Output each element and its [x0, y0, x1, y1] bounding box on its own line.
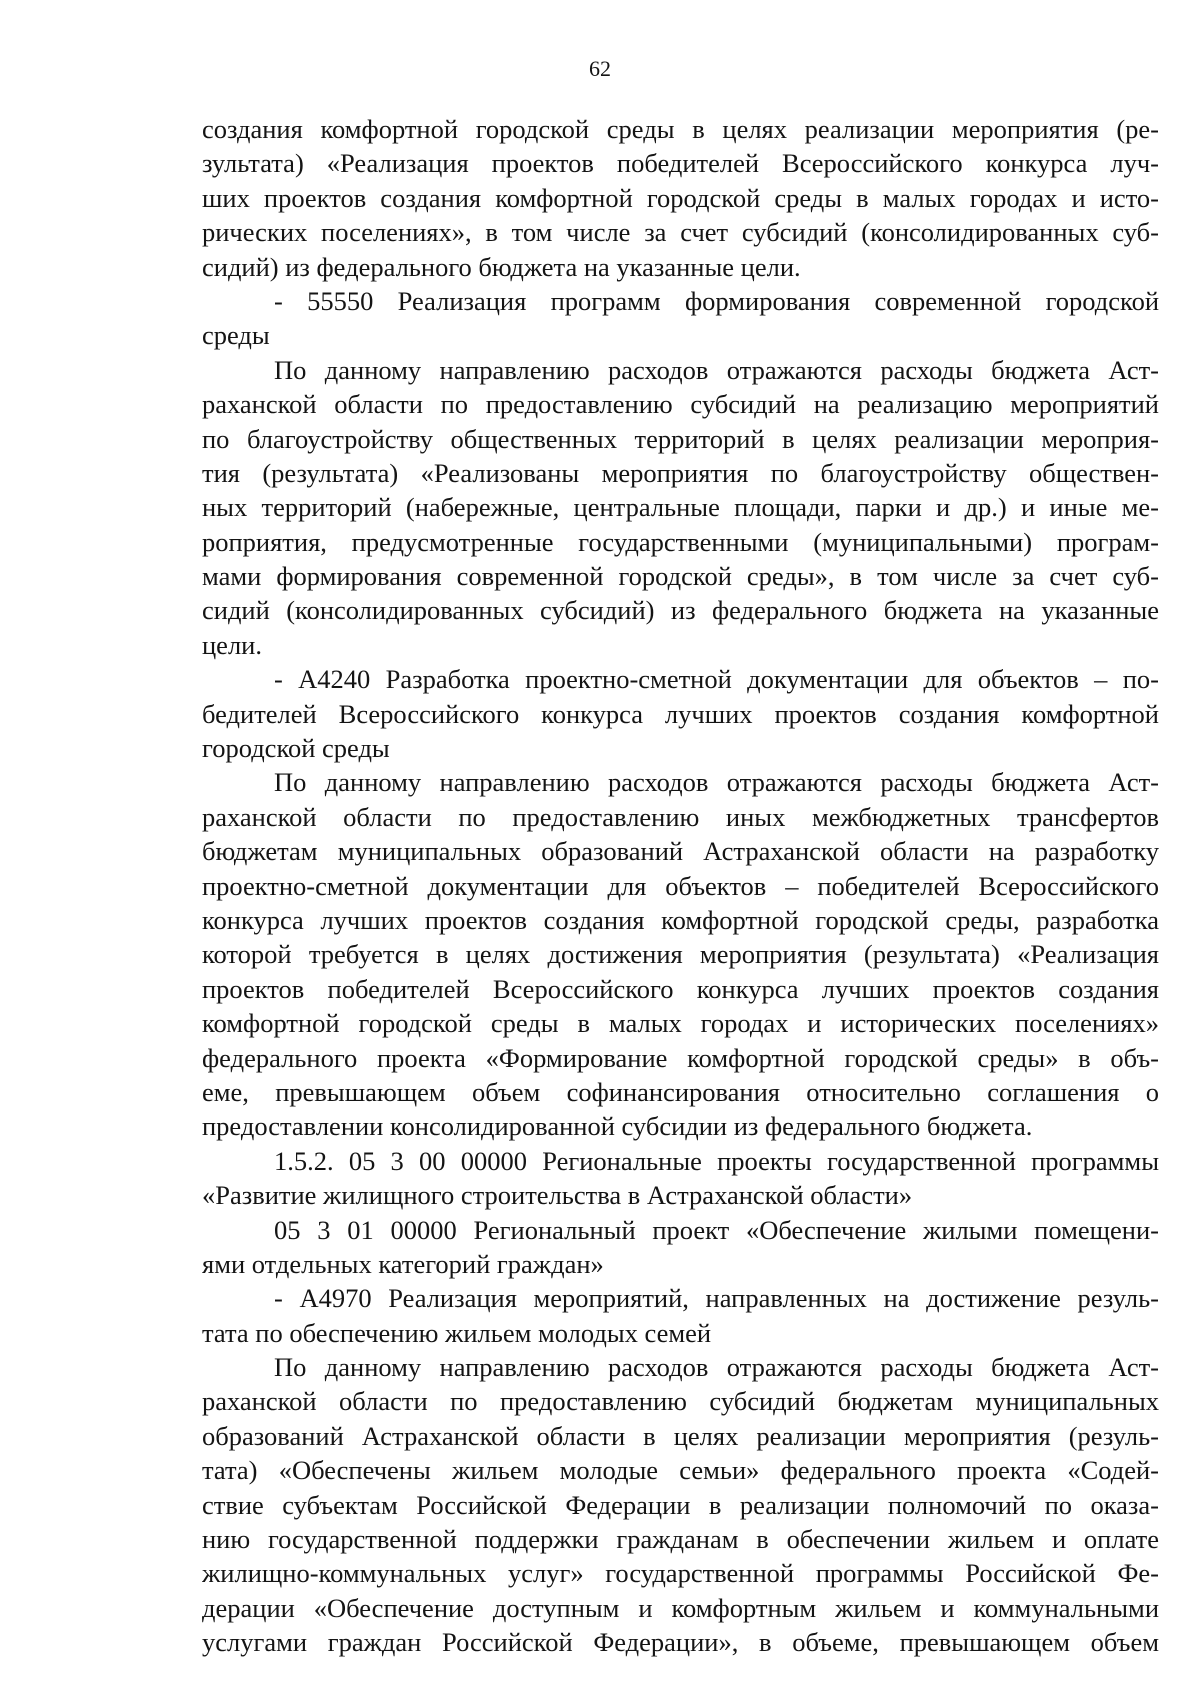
text-line: образований Астраханской области в целях реализации мероприятия (резуль- [202, 1420, 1159, 1451]
text-line: раханской области по предоставлению субсидий на реализацию мероприятий [202, 389, 1159, 420]
text-line: по благоустройству общественных территорий в целях реализации мероприя- [202, 423, 1159, 454]
text-line: 05 3 01 00000 Региональный проект «Обеспечение жилыми помещени- [274, 1214, 1159, 1245]
text-line: раханской области по предоставлению субсидий бюджетам муниципальных [202, 1386, 1159, 1417]
text-line: еме, превышающем объем софинансирования относительно соглашения о [202, 1076, 1159, 1107]
text-line: создания комфортной городской среды в целях реализации мероприятия (ре- [202, 114, 1159, 144]
text-line: федерального проекта «Формирование комфортной городской среды» в объ- [202, 1042, 1159, 1073]
text-line: цели. [202, 629, 262, 660]
text-line: среды [202, 320, 270, 351]
text-line: По данному направлению расходов отражаются расходы бюджета Аст- [274, 354, 1159, 385]
text-line: - А4240 Разработка проектно-сметной документации для объектов – по- [274, 664, 1159, 695]
document-body [202, 112, 1159, 1660]
text-line: По данному направлению расходов отражаются расходы бюджета Аст- [274, 767, 1159, 798]
text-line: бюджетам муниципальных образований Астраханской области на разработку [202, 836, 1159, 867]
text-line: услугами граждан Российской Федерации», в объеме, превышающем объем [202, 1627, 1159, 1658]
text-line: роприятия, предусмотренные государственными (муниципальными) програм- [202, 526, 1159, 557]
text-line: мами формирования современной городской среды», в том числе за счет суб- [202, 561, 1159, 592]
text-line: ных территорий (набережные, центральные площади, парки и др.) и иные ме- [202, 492, 1159, 523]
text-line: проектно-сметной документации для объектов – победителей Всероссийского [202, 870, 1159, 901]
text-line: предоставлении консолидированной субсидии из федерального бюджета. [202, 1111, 1033, 1142]
text-line: 1.5.2. 05 3 00 00000 Региональные проекты государственной программы [274, 1145, 1159, 1176]
text-line: «Развитие жилищного строительства в Астраханской области» [202, 1180, 913, 1211]
page-number: 62 [589, 56, 611, 81]
text-line: комфортной городской среды в малых городах и исторических поселениях» [202, 1008, 1159, 1039]
text-line: раханской области по предоставлению иных межбюджетных трансфертов [202, 801, 1159, 832]
text-line: городской среды [202, 733, 390, 764]
text-line: тия (результата) «Реализованы мероприятия по благоустройству обществен- [202, 457, 1159, 488]
text-line: ствие субъектам Российской Федерации в реализации полномочий по оказа- [202, 1489, 1159, 1520]
text-line: которой требуется в целях достижения мероприятия (результата) «Реализация [202, 939, 1159, 970]
text-line: бедителей Всероссийского конкурса лучших проектов создания комфортной [202, 698, 1159, 729]
text-line: рических поселениях», в том числе за счет субсидий (консолидированных суб- [202, 217, 1159, 248]
text-line: тата по обеспечению жильем молодых семей [202, 1317, 712, 1348]
text-line: проектов победителей Всероссийского конкурса лучших проектов создания [202, 973, 1159, 1004]
text-line: зультата) «Реализация проектов победителей Всероссийского конкурса луч- [202, 148, 1159, 179]
text-line: - 55550 Реализация программ формирования современной городской [274, 285, 1159, 316]
text-line: жилищно-коммунальных услуг» государственной программы Российской Фе- [202, 1558, 1159, 1589]
text-line: конкурса лучших проектов создания комфортной городской среды, разработка [202, 904, 1159, 935]
text-line: По данному направлению расходов отражаются расходы бюджета Аст- [274, 1352, 1159, 1383]
text-line: сидий) из федерального бюджета на указанные цели. [202, 251, 801, 282]
text-line: тата) «Обеспечены жильем молодые семьи» федерального проекта «Содей- [202, 1455, 1159, 1486]
text-line: ших проектов создания комфортной городской среды в малых городах и исто- [202, 182, 1159, 213]
text-line: ями отдельных категорий граждан» [202, 1248, 604, 1279]
text-line: - А4970 Реализация мероприятий, направленных на достижение резуль- [274, 1283, 1159, 1314]
text-line: нию государственной поддержки гражданам в обеспечении жильем и оплате [202, 1524, 1159, 1555]
text-line: сидий (консолидированных субсидий) из федерального бюджета на указанные [202, 595, 1159, 626]
text-line: дерации «Обеспечение доступным и комфортным жильем и коммунальными [202, 1592, 1159, 1623]
